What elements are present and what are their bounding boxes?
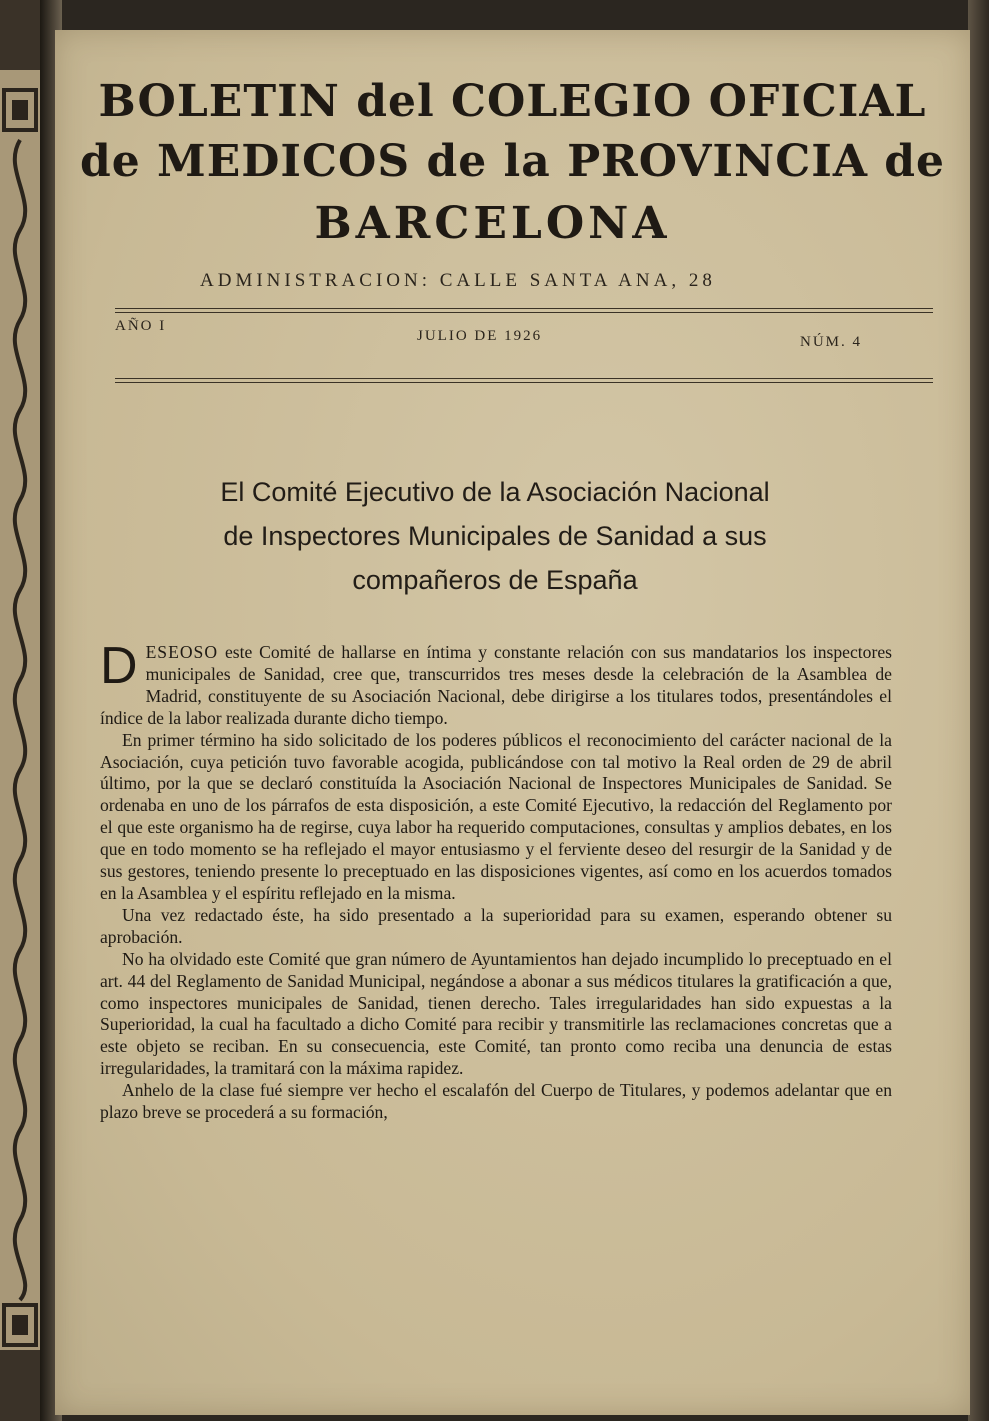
issue-year: AÑO I [115, 318, 167, 334]
first-word: ESEOSO [145, 642, 219, 662]
header-rule-bottom [115, 378, 933, 379]
administration-address: ADMINISTRACION: CALLE SANTA ANA, 28 [200, 270, 716, 291]
header-rule-top-inner [115, 312, 933, 313]
paragraph: No ha olvidado este Comité que gran número de Ayuntamientos han dejado incumplido lo preceptuado en el art. 44 del Reglamento de Sanidad Municipal, negándose a abonar a sus médicos titulares la gratificación a que, como inspectores municipales de Sanidad, tienen derecho. Tales irregularidades han sido expuestas a la Superioridad, la cual ha facultado a dicho Comité para recibir y transmitirle las reclamaciones concretas que a este objeto se reciban. En su consecuencia, este Comité, tan pronto como reciba una denuncia de estas irregularidades, la tramitará con la máxima rapidez. [100, 948, 892, 1079]
drop-cap: D [100, 637, 138, 695]
masthead [55, 72, 970, 256]
paragraph: Una vez redactado éste, ha sido presentado a la superioridad para su examen, esperando obtener su aprobación. [100, 904, 892, 947]
paragraph [100, 637, 892, 730]
masthead-line-3: BARCELONA [314, 198, 671, 249]
masthead-line-2: de MEDICOS de la PROVINCIA de [79, 136, 946, 187]
header-rule-bottom-inner [115, 382, 933, 383]
article-title-line: de Inspectores Municipales de Sanidad a sus [223, 521, 767, 551]
issue-date: JULIO DE 1926 [417, 328, 543, 344]
article-title-line: El Comité Ejecutivo de la Asociación Nacional [220, 477, 770, 507]
article-title [145, 470, 845, 602]
article-body [100, 637, 892, 1124]
masthead-line-1: BOLETIN del COLEGIO OFICIAL [98, 76, 927, 127]
paragraph: En primer término ha sido solicitado de los poderes públicos el reconocimiento del carácter nacional de la Asociación, cuya petición tuvo favorable acogida, publicándose con tal motivo la Real orden de 29 de abril último, por la que se declaró constituída la Asociación Nacional de Inspectores Municipales de Sanidad. Se ordenaba en uno de los párrafos de esta disposición, a este Comité Ejecutivo, la redacción del Reglamento por el que este organismo ha de regirse, cuya labor ha requerido computaciones, consultas y amplios debates, en los que en todo momento se ha reflejado el mayor entusiasmo y el ferviente deseo del resurgir de la Sanidad y de sus gestores, teniendo presente lo preceptuado en las disposiciones vigentes, así como en los acuerdos tomados en la Asamblea y el espíritu reflejado en la misma. [100, 729, 892, 903]
ornamental-border [0, 70, 40, 1350]
paragraph-text: este Comité de hallarse en íntima y constante relación con sus mandatarios los inspectores municipales de Sanidad, cree que, transcurridos tres meses desde la celebración de la Asamblea de Madrid, constituyente de su Asociación Nacional, debe dirigirse a los titulares todos, presentándoles el índice de la labor realizada durante dicho tiempo. [100, 642, 892, 728]
article-title-line: compañeros de España [352, 565, 638, 595]
journal-page [55, 30, 970, 1415]
header-rule-top [115, 308, 933, 309]
issue-number: NÚM. 4 [800, 334, 863, 350]
page-edge [968, 0, 989, 1421]
paragraph: Anhelo de la clase fué siempre ver hecho el escalafón del Cuerpo de Titulares, y podemos adelantar que en plazo breve se procederá a su formación, [100, 1080, 892, 1123]
